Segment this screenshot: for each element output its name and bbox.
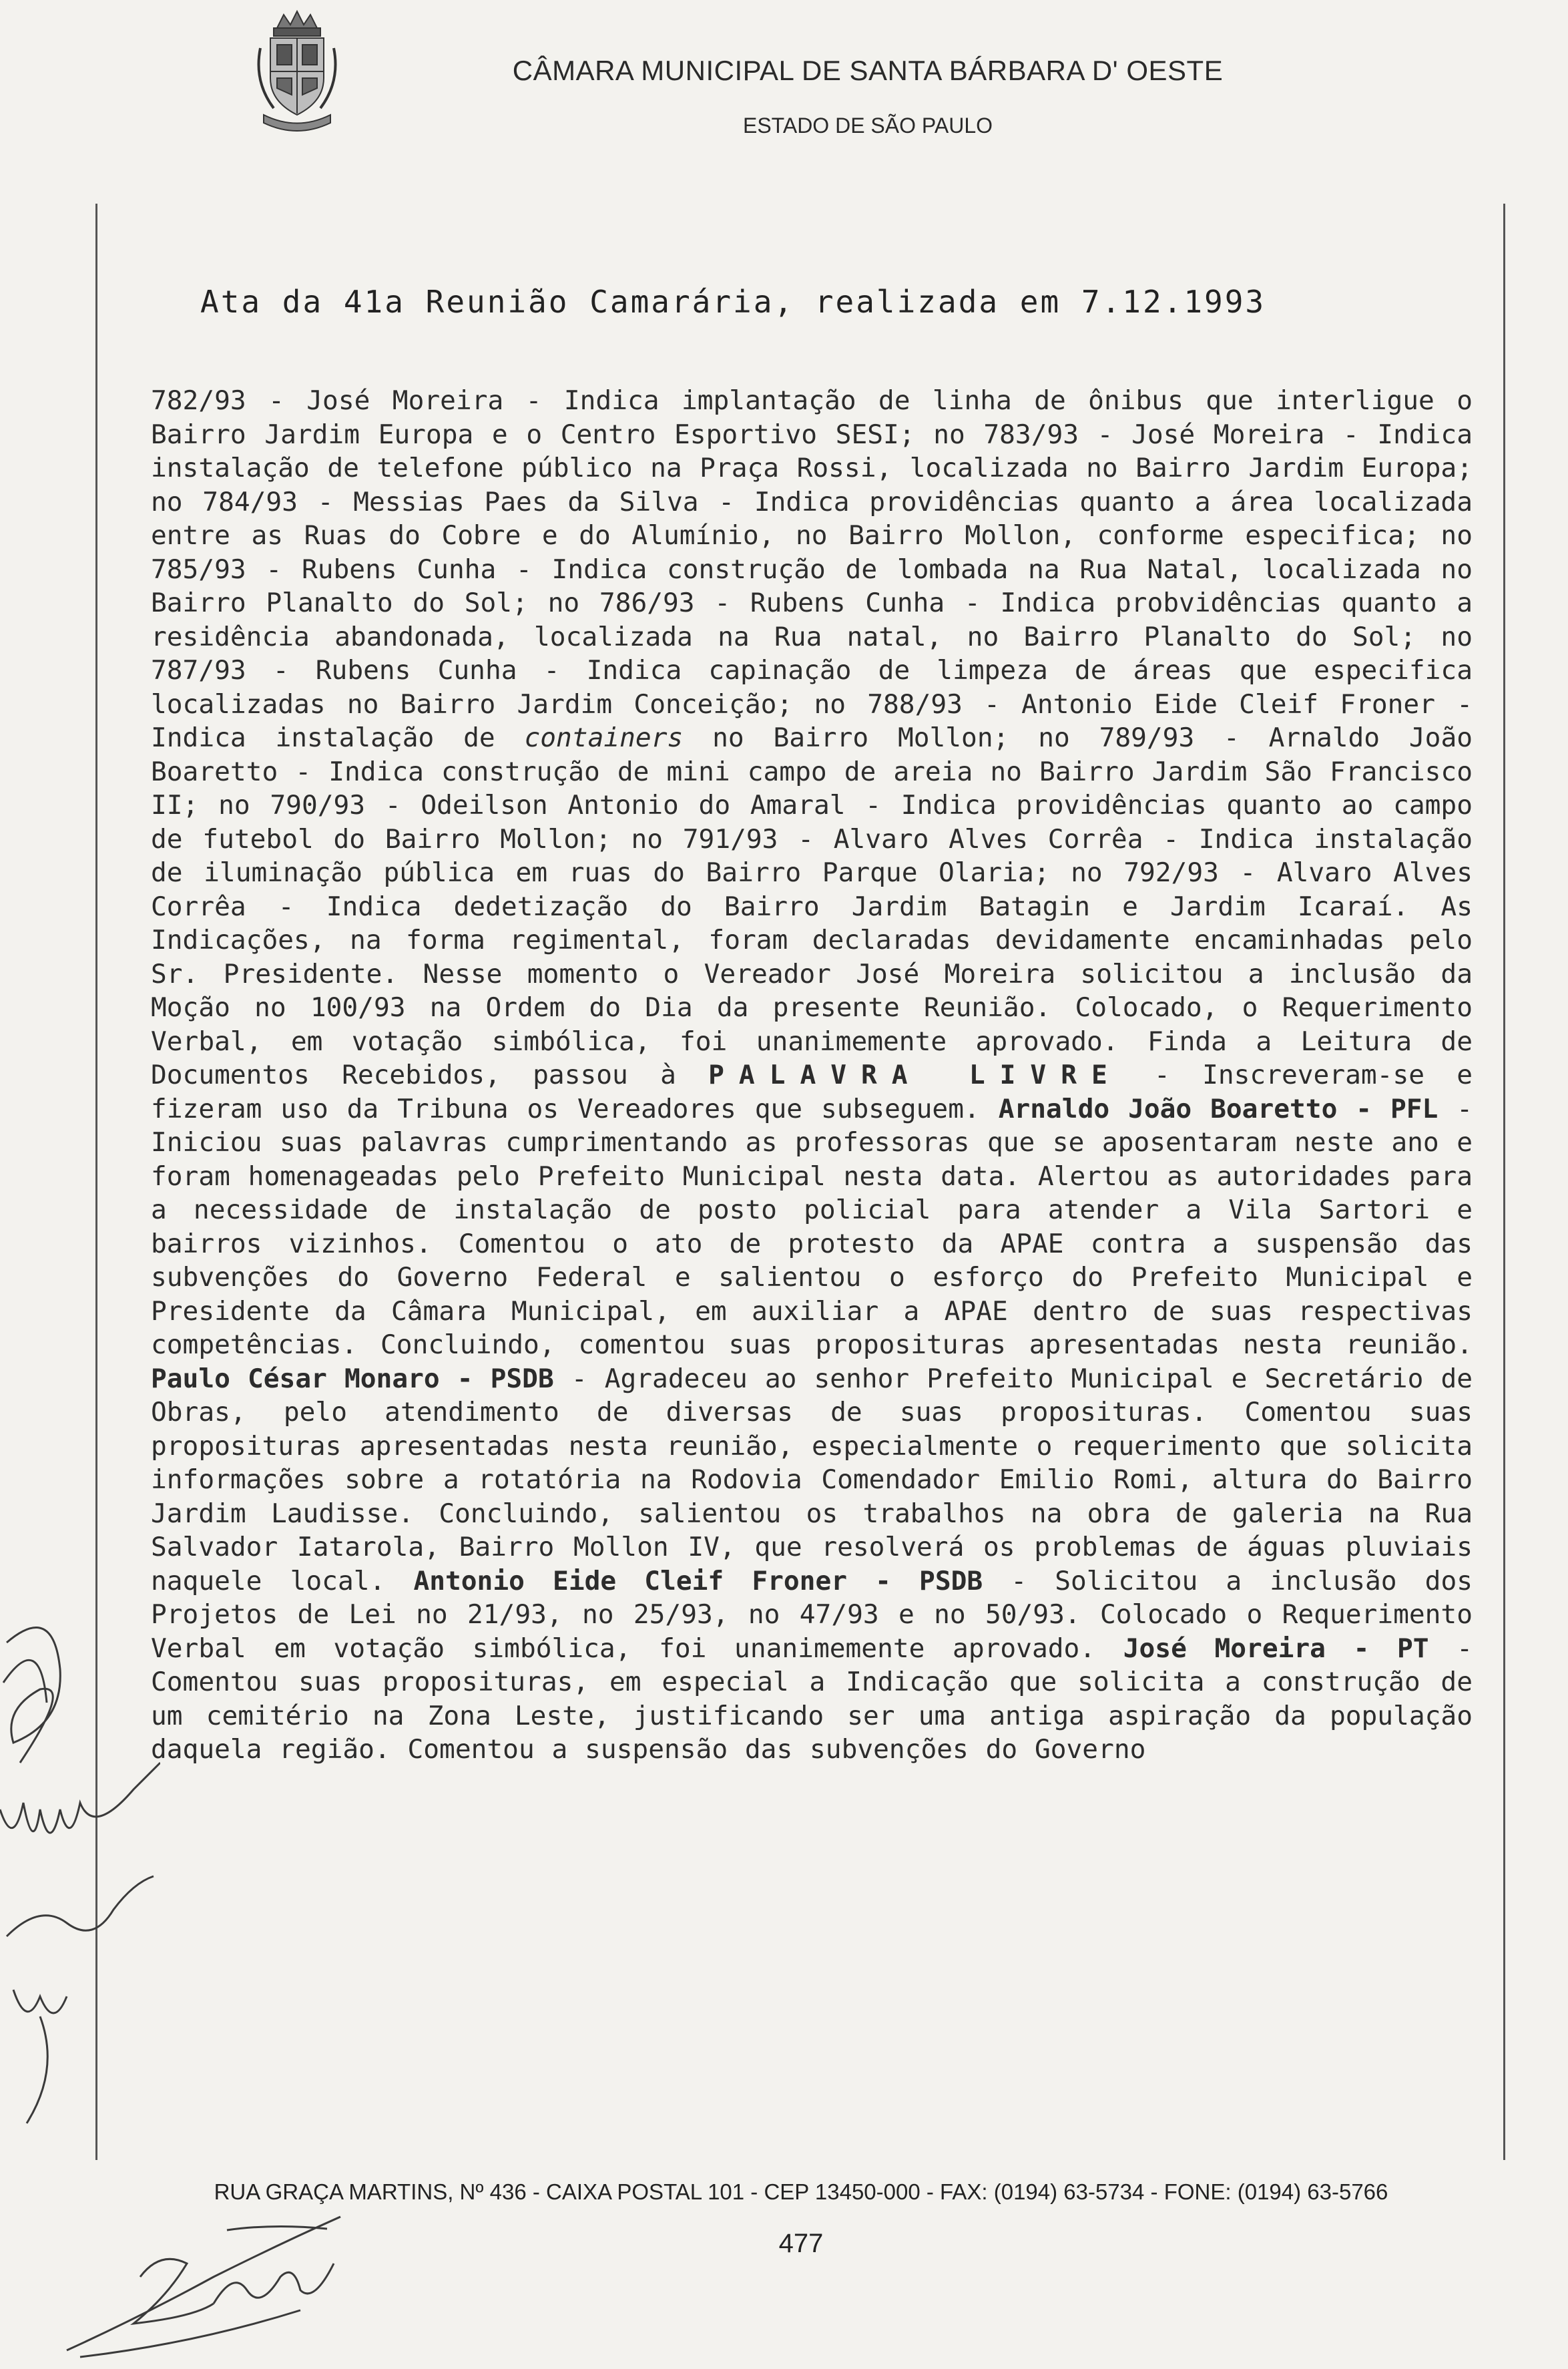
municipal-coat-of-arms-icon xyxy=(247,8,347,135)
institution-title: CÂMARA MUNICIPAL DE SANTA BÁRBARA D' OESTE xyxy=(512,55,1224,86)
margin-signatures xyxy=(0,1589,160,2177)
speaker-name: Paulo César Monaro - PSDB xyxy=(151,1363,554,1394)
body-paragraph: - Solicitou a inclusão dos Projetos de Lei no 21/93, no 25/93, no 47/93 e no 50/93. Colocado o Requerimento Verbal em votação simbólica, foi unanimemente aprovado. xyxy=(151,1565,1473,1664)
right-margin-rule xyxy=(1503,204,1505,2160)
footer-address: RUA GRAÇA MARTINS, Nº 436 - CAIXA POSTAL 101 - CEP 13450-000 - FAX: (0194) 63-5734 - FONE: (0194) 63-5766 xyxy=(214,2179,1388,2204)
speaker-name: Antonio Eide Cleif Froner - PSDB xyxy=(413,1565,983,1596)
body-paragraph: - Inscreveram-se e fizeram uso da Tribuna os Vereadores que subseguem. xyxy=(151,1060,1473,1124)
body-paragraph: - Comentou suas proposituras, em especial a Indicação que solicita a construção de um cemitério na Zona Leste, justificando ser uma antiga aspiração da população daquela região. Comentou a suspensão das subvenções do Governo xyxy=(151,1633,1473,1765)
body-paragraph: 782/93 - José Moreira - Indica implantação de linha de ônibus que interligue o Bairro Jardim Europa e o Centro Esportivo SESI; no 783/93 - José Moreira - Indica instalação de telefone público na Praça Rossi, localizada no Bairro Jardim Europa; no 784/93 - Messias Paes da Silva - Indica providências quanto a área localizada entre as Ruas do Cobre e do Alumínio, no Bairro Mollon, conforme especifica; no 785/93 - Rubens Cunha - Indica construção de lombada na Rua Natal, localizada no Bairro Planalto do Sol; no 786/93 - Rubens Cunha - Indica probvidências quanto a residência abandonada, localizada na Rua natal, no Bairro Planalto do Sol; no 787/93 - Rubens Cunha - Indica capinação de limpeza de áreas que especifica localizadas no Bairro Jardim Conceição; no 788/93 - Antonio Eide Cleif Froner - Indica instalação de xyxy=(151,385,1473,753)
body-paragraph: no Bairro Mollon; no 789/93 - Arnaldo João Boaretto - Indica construção de mini campo de areia no Bairro Jardim São Francisco II; no 790/93 - Odeilson Antonio do Amaral - Indica providências quanto ao campo de futebol do Bairro Mollon; no 791/93 - Alvaro Alves Corrêa - Indica instalação de iluminação pública em ruas do Bairro Parque Olaria; no 792/93 - Alvaro Alves Corrêa - Indica dedetização do Bairro Jardim Batagin e Jardim Icaraí. As Indicações, na forma regimental, foram declaradas devidamente encaminhadas pelo Sr. Presidente. Nesse momento o Vereador José Moreira solicitou a inclusão da Moção no 100/93 na Ordem do Dia da presente Reunião. Colocado, o Requerimento Verbal, em votação simbólica, foi unanimemente aprovado. Finda a Leitura de Documentos Recebidos, passou à xyxy=(151,722,1473,1090)
bottom-signature xyxy=(60,2203,407,2364)
body-italic-term: containers xyxy=(524,722,684,753)
page-number: 477 xyxy=(778,2229,824,2258)
body-paragraph: - Iniciou suas palavras cumprimentando as professoras que se aposentaram neste ano e foram homenageadas pelo Prefeito Municipal nesta data. Alertou as autoridades para a necessidade de instalação de posto policial para atender a Vila Sartori e bairros vizinhos. Comentou o ato de protesto da APAE contra a suspensão das subvenções do Governo Federal e salientou o esforço do Prefeito Municipal e Presidente da Câmara Municipal, em auxiliar a APAE dentro de suas respectivas competências. Concluindo, comentou suas proposituras apresentadas nesta reunião. xyxy=(151,1093,1473,1360)
speaker-name: José Moreira - PT xyxy=(1123,1633,1429,1664)
body-paragraph: - Agradeceu ao senhor Prefeito Municipal e Secretário de Obras, pelo atendimento de diversas de suas proposituras. Comentou suas proposituras apresentadas nesta reunião, especialmente o requerimento que solicita informações sobre a rotatória na Rodovia Comendador Emilio Romi, altura do Bairro Jardim Laudisse. Concluindo, salientou os trabalhos na obra de galeria na Rua Salvador Iatarola, Bairro Mollon IV, que resolverá os problemas de águas pluviais naquele local. xyxy=(151,1363,1473,1596)
speaker-name: Arnaldo João Boaretto - PFL xyxy=(998,1093,1439,1124)
section-label-palavra-livre: PALAVRA LIVRE xyxy=(708,1060,1122,1090)
institution-state: ESTADO DE SÃO PAULO xyxy=(742,114,993,138)
minute-heading: Ata da 41a Reunião Camarária, realizada em 7.12.1993 xyxy=(200,284,1266,320)
minute-body xyxy=(151,384,1473,1767)
